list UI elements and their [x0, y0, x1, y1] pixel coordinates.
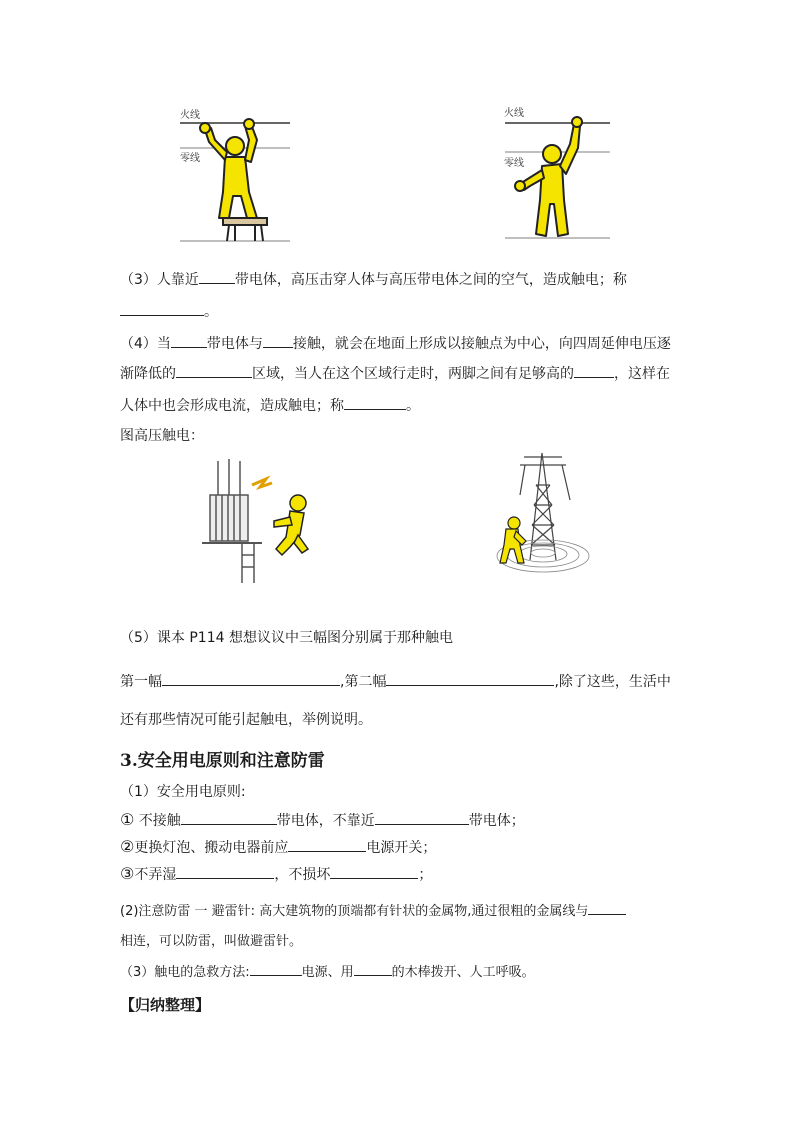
q4-blank-4[interactable]	[574, 362, 614, 378]
stool	[223, 218, 267, 241]
figure-step-voltage	[480, 445, 590, 575]
q5-title: （5）课本 P114 想想议议中三幅图分别属于那种触电	[120, 630, 453, 646]
q3-line1: （3）人靠近 带电体，高压击穿人体与高压带电体之间的空气，造成触电；称	[120, 268, 627, 290]
q5-blank-2[interactable]	[386, 670, 554, 686]
q3-blank-1[interactable]	[199, 268, 235, 284]
principle-1-blank-2[interactable]	[375, 809, 469, 825]
rescue-blank-2[interactable]	[354, 960, 392, 976]
live-wire-label: 火线	[180, 110, 200, 121]
caption-high-voltage: 图高压触电：	[120, 428, 204, 444]
principle-2-blank[interactable]	[288, 836, 366, 852]
figure-touch-both-wires	[175, 100, 295, 245]
principle-3-blank-1[interactable]	[176, 863, 274, 879]
q3-line2: 。	[120, 300, 218, 322]
person-yellow	[274, 495, 308, 555]
section3-heading: 3.安全用电原则和注意防雷	[120, 751, 325, 771]
q3-blank-2[interactable]	[120, 300, 204, 316]
principle-1-blank-1[interactable]	[181, 809, 277, 825]
q4-line3: 人体中也会形成电流，造成触电；称 。	[120, 394, 420, 416]
neutral-wire-label: 零线	[180, 153, 200, 164]
principles-title: （1）安全用电原则:	[120, 784, 246, 800]
lightning-blank[interactable]	[588, 899, 626, 915]
figure-arc-discharge	[200, 455, 320, 585]
neutral-wire-label: 零线	[504, 158, 524, 169]
q4-line1: （4）当 带电体与 接触，就会在地面上形成以接触点为中心，向四周延伸电压逐	[120, 332, 671, 354]
q4-blank-2[interactable]	[263, 332, 293, 348]
person-yellow	[515, 117, 582, 236]
q5-line2: 第一幅 ,第二幅 ,除了这些，生活中	[120, 670, 671, 692]
transformer	[202, 459, 262, 583]
rescue-blank-1[interactable]	[250, 960, 302, 976]
principle-3-blank-2[interactable]	[330, 863, 418, 879]
person-yellow	[500, 517, 526, 563]
summary-heading: 【归纳整理】	[120, 996, 211, 1014]
lightning-line2: 相连，可以防雷，叫做避雷针。	[120, 934, 303, 949]
live-wire-label: 火线	[504, 108, 524, 119]
spark-icon	[252, 479, 272, 487]
q5-line3: 还有那些情况可能引起触电，举例说明。	[120, 712, 372, 728]
figure-touch-live-wire	[500, 100, 615, 245]
q4-line2: 渐降低的 区域，当人在这个区域行走时，两脚之间有足够高的 ，这样在	[120, 362, 670, 384]
q4-blank-5[interactable]	[344, 394, 406, 410]
q5-blank-1[interactable]	[162, 670, 340, 686]
principle-3: ③不弄湿 ，不损坏 ；	[120, 864, 433, 883]
rescue-line: （3）触电的急救方法: 电源、用 的木棒拨开、人工呼吸。	[120, 960, 535, 983]
person-yellow	[200, 119, 257, 218]
q4-blank-1[interactable]	[171, 332, 207, 348]
principle-1: ① 不接触 带电体，不靠近 带电体；	[120, 810, 525, 829]
q4-blank-3[interactable]	[176, 362, 252, 378]
lightning-line1: (2)注意防雷 一 避雷针: 高大建筑物的顶端都有针状的金属物,通过很粗的金属线与	[120, 899, 626, 922]
principle-2: ②更换灯泡、搬动电器前应 电源开关；	[120, 837, 437, 856]
